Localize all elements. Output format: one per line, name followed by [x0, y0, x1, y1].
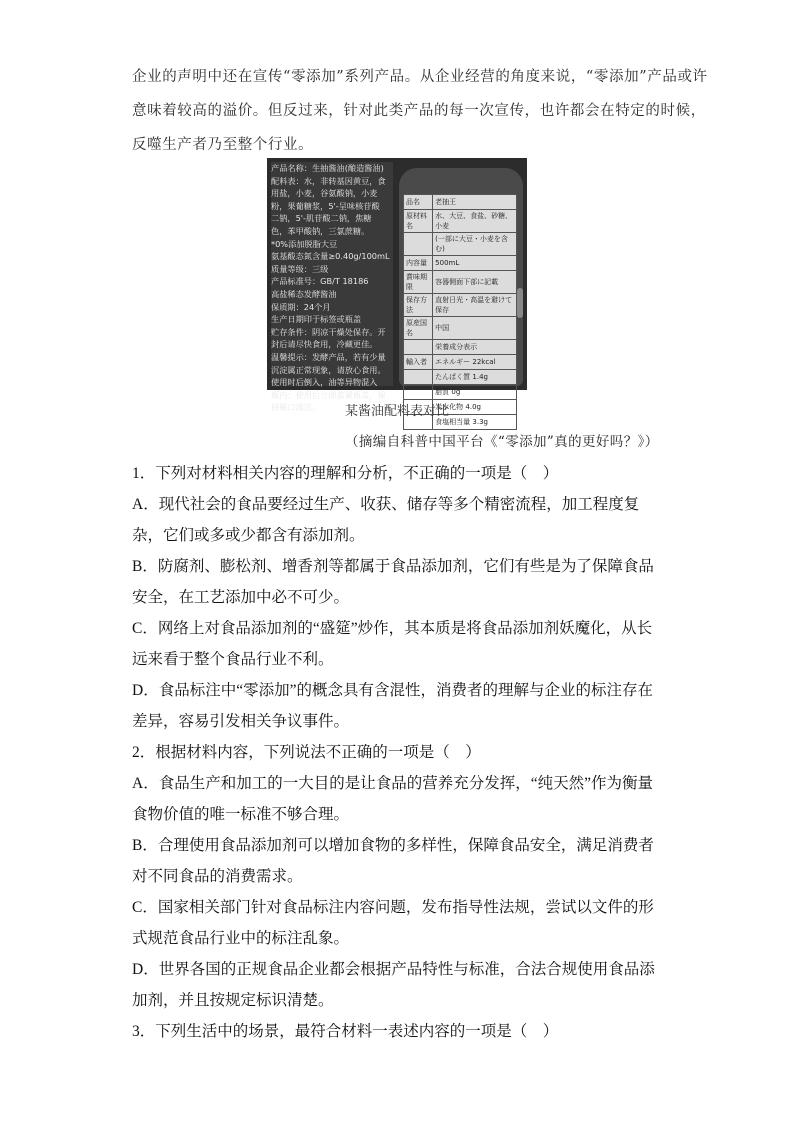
intro-line: 反噬生产者乃至整个行业。: [132, 137, 314, 153]
label-line: 沉淀属正常现象，请放心食用。: [271, 364, 386, 375]
table-cell: [404, 370, 433, 385]
table-cell: 原産国名: [404, 317, 433, 340]
option-d: D．世界各国的正规食品企业都会根据产品特性与标准，合法合规使用食品添加剂，并且按规定标识清楚。: [132, 961, 655, 1009]
option-a: A．现代社会的食品要经过生产、收获、储存等多个精密流程，加工程度复杂，它们或多或少都含有添加剂。: [132, 496, 640, 544]
chinese-ingredient-label: [271, 162, 393, 413]
label-line: 色，苯甲酸钠，三氯蔗糖。: [271, 225, 370, 236]
table-cell: 内容量: [404, 256, 433, 271]
label-line: 配料表：水，非转基因黄豆，食: [271, 175, 386, 186]
table-row: [404, 294, 517, 317]
questions-section: [132, 458, 666, 1047]
japanese-ingredient-table: [403, 194, 517, 426]
table-row: [404, 195, 517, 210]
label-line: 生产日期印于标签或瓶盖: [271, 314, 362, 325]
label-line: 温馨提示：发酵产品，若有少量: [271, 351, 386, 362]
figure-caption: 某酱油配料表对比: [344, 404, 449, 419]
table-row: [404, 210, 517, 233]
table-cell: 原材料名: [404, 210, 433, 233]
label-line: 瓶内：使用后立即盖紧瓶盖，保: [271, 389, 386, 400]
table-cell: [404, 340, 433, 355]
table-cell: 輸入者: [404, 355, 433, 370]
label-line: 质量等级：三级: [271, 263, 329, 274]
table-cell: [404, 233, 433, 256]
table-cell: [404, 385, 433, 400]
table-row: [404, 256, 517, 271]
label-line: 使用时后倒入，油等异物混入: [271, 377, 378, 388]
label-line: 二钠，5'-肌苷酸二钠，焦糖: [271, 213, 372, 224]
figure-source: （摘编自科普中国平台《“零添加”真的更好吗？》）: [345, 434, 659, 450]
option-c: C．网络上对食品添加剂的“盛筵”炒作，其本质是将食品添加剂妖魔化，从长远来看于整个食品行业不利。: [132, 620, 653, 668]
label-line: 产品标准号：GB/T 18186: [271, 276, 369, 287]
question-stem: 2．根据材料内容，下列说法不正确的一项是（ ）: [132, 744, 481, 761]
table-cell: 脂質 0g: [433, 385, 517, 400]
table-cell: たんぱく質 1.4g: [433, 370, 517, 385]
label-line: 封后请尽快食用，冷藏更佳。: [271, 339, 378, 350]
intro-line: 企业的声明中还在宣传“零添加”系列产品。从企业经营的角度来说，“零添加”产品或许: [132, 69, 708, 85]
table-cell: 賞味期限: [404, 271, 433, 294]
table-row: [404, 370, 517, 385]
label-line: 保质期：24个月: [271, 301, 331, 312]
table-cell: 水、大豆、食盐、砂糖、小麦: [433, 210, 517, 233]
label-line: 粉，果葡糖浆，5'-呈味核苷酸: [271, 200, 380, 211]
ingredient-table: [403, 194, 517, 430]
option-c: C．国家相关部门针对食品标注内容问题，发布指导性法规，尝试以文件的形式规范食品行业中的标注乱象。: [132, 899, 654, 947]
label-line: 高盐稀态发酵酱油: [271, 288, 337, 299]
table-cell: 品名: [404, 195, 433, 210]
option-a: A．食品生产和加工的一大目的是让食品的营养充分发挥，“纯天然”作为衡量食物价值的唯一标准不够合理。: [132, 775, 653, 823]
table-row: [404, 271, 517, 294]
table-cell: 保存方法: [404, 294, 433, 317]
intro-line: 意味着较高的溢价。但反过来，针对此类产品的每一次宣传，也许都会在特定的时候，: [132, 103, 706, 119]
label-line: 氨基酸态氮含量≥0.40g/100mL: [271, 251, 390, 262]
table-cell: 中国: [433, 317, 517, 340]
question-stem: 1．下列对材料相关内容的理解和分析，不正确的一项是（ ）: [132, 465, 559, 482]
option-d: D．食品标注中“零添加”的概念具有含混性，消费者的理解与企业的标注存在差异，容易引发相关争议事件。: [132, 682, 653, 730]
option-b: B．防腐剂、膨松剂、增香剂等都属于食品添加剂，它们有些是为了保障食品安全，在工艺添加中必不可少。: [132, 558, 654, 606]
table-row: [404, 233, 517, 256]
label-line: *0%添加脱脂大豆: [271, 238, 338, 249]
label-line: 用盐，小麦，谷氨酸钠，小麦: [271, 188, 378, 199]
table-cell: 炭水化物 4.0g: [433, 400, 517, 415]
option-b: B．合理使用食品添加剂可以增加食物的多样性，保障食品安全，满足消费者对不同食品的消费需求。: [132, 837, 654, 885]
table-cell: (一部に大豆・小麦を含む): [433, 233, 517, 256]
intro-paragraph: [132, 60, 708, 162]
table-cell: 栄養成分表示: [433, 340, 517, 355]
table-cell: 500mL: [433, 256, 517, 271]
label-line: 贮存条件：阴凉干燥处保存。开: [271, 326, 386, 337]
table-row: [404, 385, 517, 400]
table-cell: エネルギー 22kcal: [433, 355, 517, 370]
table-row: [404, 340, 517, 355]
table-cell: 食塩相当量 3.3g: [433, 415, 517, 430]
bottle-highlight: [517, 288, 523, 318]
table-row: [404, 317, 517, 340]
table-cell: 容器側面下部に記載: [433, 271, 517, 294]
table-row: [404, 355, 517, 370]
label-line: 产品名称：生抽酱油(酿造酱油): [271, 163, 384, 173]
table-cell: 老抽王: [433, 195, 517, 210]
question-stem: 3．下列生活中的场景，最符合材料一表述内容的一项是（ ）: [132, 1023, 559, 1040]
label-line: 持瓶口清洁。: [271, 402, 321, 413]
table-cell: 直射日光・高温を避けて保存: [433, 294, 517, 317]
